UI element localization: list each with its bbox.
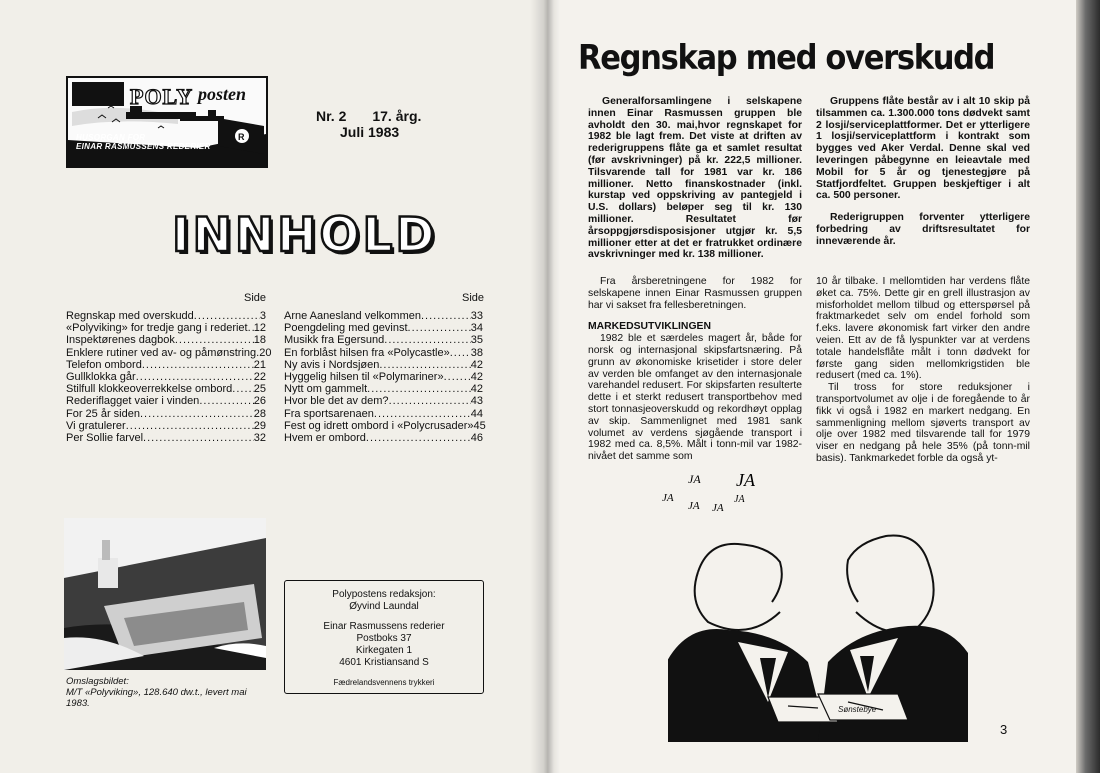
toc-leader-dots (450, 347, 471, 359)
toc-entry-title: Fest og idrett ombord i «Polycrusader» (284, 419, 474, 432)
toc-entry-title: Hvem er ombord (284, 432, 366, 445)
toc-entry (66, 359, 266, 371)
cartoon-ja-2: JA (736, 470, 755, 490)
logo-subtitle-line2: EINAR RASMUSSENS REDERIER (76, 142, 211, 151)
cartoonist-signature: Sønstebye (838, 705, 877, 714)
toc-entry (284, 395, 483, 407)
toc-entry (284, 419, 486, 432)
logo-posten-text: posten (198, 84, 247, 104)
article-headline: Regnskap med overskudd (578, 38, 995, 78)
toc-leader-dots (199, 395, 253, 407)
toc-entry-title: «Polyviking» for tredje gang i rederiet (66, 322, 248, 335)
caption-line-3: 1983. (66, 698, 90, 709)
lead-paragraph-3: Rederigruppen forventer ytterligere forbedring av driftsresultatet for inneværende år. (816, 212, 1030, 247)
toc-entry-page: 33 (470, 310, 483, 322)
toc-entry-title: Rederiflagget vaier i vinden (66, 395, 200, 408)
right-page (548, 0, 1076, 773)
toc-entry-title: Fra sportsarenaen (284, 407, 374, 420)
toc-entry-page: 25 (253, 383, 266, 396)
toc-entry-title: Arne Aanesland velkommen (284, 310, 421, 322)
section-heading-markedsutviklingen: MARKEDSUTVIKLINGEN (588, 321, 711, 333)
toc-side-label-left: Side (244, 292, 267, 304)
cartoon-illustration (662, 462, 968, 742)
toc-entry-page: 38 (470, 346, 483, 359)
toc-entry-page: 45 (473, 419, 486, 432)
cover-caption (66, 676, 247, 709)
toc-entry-page: 26 (253, 395, 266, 408)
toc-leader-dots (143, 432, 254, 444)
toc-entry-page: 22 (253, 371, 266, 384)
logo-subtitle-line1: HUSORGAN FOR (76, 133, 146, 142)
toc-leader-dots (142, 359, 254, 371)
toc-leader-dots (366, 432, 471, 444)
toc-entry (284, 432, 483, 444)
toc-entry-title: Ny avis i Nordsjøen (284, 358, 380, 371)
toc-entry (66, 395, 266, 407)
toc-entry-page: 42 (470, 371, 483, 384)
toc-entry (66, 322, 266, 334)
toc-leader-dots (140, 408, 254, 420)
toc-leader-dots (126, 420, 254, 432)
toc-entry-page: 29 (253, 419, 266, 432)
info-city: 4601 Kristiansand S (339, 657, 429, 668)
page-number: 3 (1000, 722, 1008, 737)
lead-column-2 (816, 96, 1030, 258)
cartoon-ja-5: JA (712, 502, 724, 514)
toc-entry-page: 34 (470, 322, 483, 335)
toc-leader-dots (136, 371, 254, 383)
toc-column-right (284, 310, 486, 445)
toc-entry-page: 21 (253, 358, 266, 371)
toc-entry-title: Hyggelig hilsen til «Polymariner» (284, 371, 444, 384)
toc-entry-page: 46 (470, 432, 483, 445)
toc-entry-title: Nytt om gammelt (284, 383, 368, 396)
toc-leader-dots (389, 395, 471, 407)
caption-line-2: M/T «Polyviking», 128.640 dw.t., levert mai (66, 687, 247, 698)
toc-entry (66, 346, 272, 359)
toc-entry (66, 432, 266, 444)
info-company: Einar Rasmussens rederier (323, 621, 445, 632)
toc-entry (284, 310, 483, 322)
toc-entry (284, 334, 483, 346)
toc-entry-title: Regnskap med overskudd (66, 310, 194, 322)
toc-entry-title: Vi gratulerer (66, 419, 126, 432)
lead-paragraph-2: Gruppens flåte består av i alt 10 skip på tilsammen ca. 1.300.000 tons dødvekt samt 2 losji/serviceplattformer. Det er ytterligere 1 losji/serviceplattform i kontrakt som bygges ved Aker Verdal. Denne skal ved leveringen påbegynne en leieavtale med Mobil for 5 år og tjenestegjøre på Statfjordfeltet. Gruppen beskjeftiger i alt ca. 500 personer. (816, 96, 1030, 202)
toc-entry (284, 359, 483, 371)
toc-leader-dots (384, 334, 470, 346)
toc-entry-title: Enklere rutiner ved av- og påmønstring. (66, 346, 260, 359)
info-postbox: Postboks 37 (356, 633, 412, 644)
toc-entry-page: 42 (470, 358, 483, 371)
toc-entry-title: Musikk fra Egersund (284, 334, 385, 347)
toc-entry-page: 43 (470, 395, 483, 408)
body-paragraph-2b: Til tross for store reduksjoner i transportvolumet av olje i de foregående to år fikk vi også i 1982 en markert nedgang. En sammenligning mellom sjøverts transport av olje over 1982 med tilsvarende tall for 1979 viser en nedgang på hele 35% (på tonn-mil basis). Tankmarkedet forble da også yt- (816, 382, 1030, 464)
page-edge (1076, 0, 1100, 773)
toc-entry-title: Telefon ombord (66, 358, 142, 371)
svg-text:R: R (238, 132, 245, 142)
issue-number: Nr. 2 (316, 108, 347, 124)
toc-leader-dots (379, 359, 470, 371)
cartoon-ja-3: JA (662, 492, 674, 504)
toc-entry (66, 334, 266, 346)
logo-subtitle (76, 133, 211, 151)
left-page (0, 0, 548, 773)
logo-poly-text: POLY (130, 84, 194, 109)
toc-entry-title: For 25 år siden (66, 407, 140, 420)
lead-column-1 (588, 96, 802, 271)
toc-entry-title: En forblåst hilsen fra «Polycastle» (284, 346, 450, 359)
toc-leader-dots (194, 310, 260, 322)
toc-entry (66, 408, 266, 420)
toc-entry (284, 347, 483, 359)
toc-leader-dots (421, 310, 471, 322)
cartoon-ja-4: JA (688, 500, 700, 512)
toc-entry-title: Gullklokka går (66, 371, 136, 384)
toc-entry (66, 310, 266, 322)
toc-entry (284, 371, 483, 383)
toc-entry-page: 20 (259, 346, 272, 359)
body-column-1 (588, 276, 802, 463)
toc-leader-dots (175, 334, 254, 346)
toc-entry-page: 35 (470, 334, 483, 347)
toc-side-label-right: Side (462, 292, 485, 304)
toc-entry-title: Per Sollie farvel (66, 432, 144, 445)
toc-entry (66, 420, 266, 432)
polyposten-logo (66, 76, 268, 168)
toc-column-left (66, 310, 272, 445)
body-column-2 (816, 276, 1030, 465)
toc-leader-dots (367, 383, 471, 395)
toc-entry (66, 371, 266, 383)
body-intro: Fra årsberetningene for 1982 for selskapene innen Einar Rasmussen gruppen har vi sakset fra fellesberetningen. (588, 276, 802, 311)
toc-entry-title: Stilfull klokkeoverrekkelse ombord (66, 383, 233, 396)
toc-leader-dots (444, 371, 471, 383)
issue-date: Juli 1983 (340, 124, 400, 140)
cover-ship-photo (64, 518, 266, 670)
toc-entry-page: 44 (470, 407, 483, 420)
issue-volume: 17. årg. (372, 108, 422, 124)
toc-entry-page: 42 (470, 383, 483, 396)
toc-leader-dots (232, 383, 253, 395)
issue-info (316, 108, 421, 140)
cartoon-ja-6: JA (734, 494, 745, 505)
contents-heading: INNHOLD (172, 208, 438, 263)
body-paragraph-2a: 10 år tilbake. I mellomtiden har verdens flåte øket ca. 75%. Dette gir en grell illustrasjon av misforholdet mellom tilbud og etterspørsel på fraktmarkedet selv om endel forhold som f.eks. lavere økonomisk fart virker den andre veien. Ett av de få lyspunkter var at verdens totale handelsflåte målt i tonn dødvekt for første gang siden mellomkrigstiden ble redusert (med ca. 1%). (816, 276, 1030, 382)
toc-entry-page: 18 (253, 334, 266, 347)
info-street: Kirkegaten 1 (355, 645, 413, 656)
caption-line-1: Omslagsbildet: (66, 676, 129, 687)
info-editor-name: Øyvind Laundal (349, 601, 419, 612)
toc-leader-dots (408, 322, 471, 334)
toc-entry-title: Poengdeling med gevinst (284, 322, 408, 335)
toc-entry (284, 322, 483, 334)
body-paragraph-market: 1982 ble et særdeles magert år, både for norsk og internasjonal skipsfartsnæring. På grunn av økonomiske krisetider i store deler av verden ble omfanget av den internasjonale varehandel redusert. For skipsfarten resulterte dette i et sterkt redusert transportbehov med stort tonnasjeoverskudd og rekordhøyt opplag av skip. Sammenlignet med 1981 sank volumet av verdens sjøgående transport i 1982 med ca. 8,5%. Målt i tonn-mil var 1982-nivået det samme som (588, 333, 802, 463)
toc-entry-title: Hvor ble det av dem? (284, 395, 389, 408)
toc-entry-page: 28 (253, 407, 266, 420)
cartoon-ja-1: JA (688, 472, 701, 486)
editorial-info-box (284, 580, 484, 694)
info-editorial-label: Polypostens redaksjon: (332, 589, 436, 600)
toc-entry-page: 3 (259, 310, 266, 322)
toc-leader-dots (374, 408, 471, 420)
info-printer: Fædrelandsvennens trykkeri (333, 678, 435, 687)
toc-entry (66, 383, 266, 395)
toc-entry-page: 12 (253, 322, 266, 335)
toc-entry (284, 408, 483, 420)
toc-entry-page: 32 (253, 432, 266, 445)
lead-paragraph-1: Generalforsamlingene i selskapene innen Einar Rasmussen gruppen ble avholdt den 30. mai,hvor regnskapet for 1982 ble lagt frem. Det viste at driften av rederigruppens flåte ga et samlet resultat (før avskrivninger) på kr. 222,5 millioner. Tilsvarende tall for 1981 var kr. 186 millioner. Netto finanskostnader (inkl. kurstap ved oppskriving av pantegjeld i U.S. dollars) beløper seg til kr. 130 millioner. Resultatet før årsoppgjørsdisposisjoner utgjør kr. 5,5 millioner etter at det er fratrukket ordinære avskrivninger med kr. 138 millioner. (588, 96, 802, 261)
toc-entry (284, 383, 483, 395)
toc-entry-title: Inspektørenes dagbok (66, 334, 175, 347)
